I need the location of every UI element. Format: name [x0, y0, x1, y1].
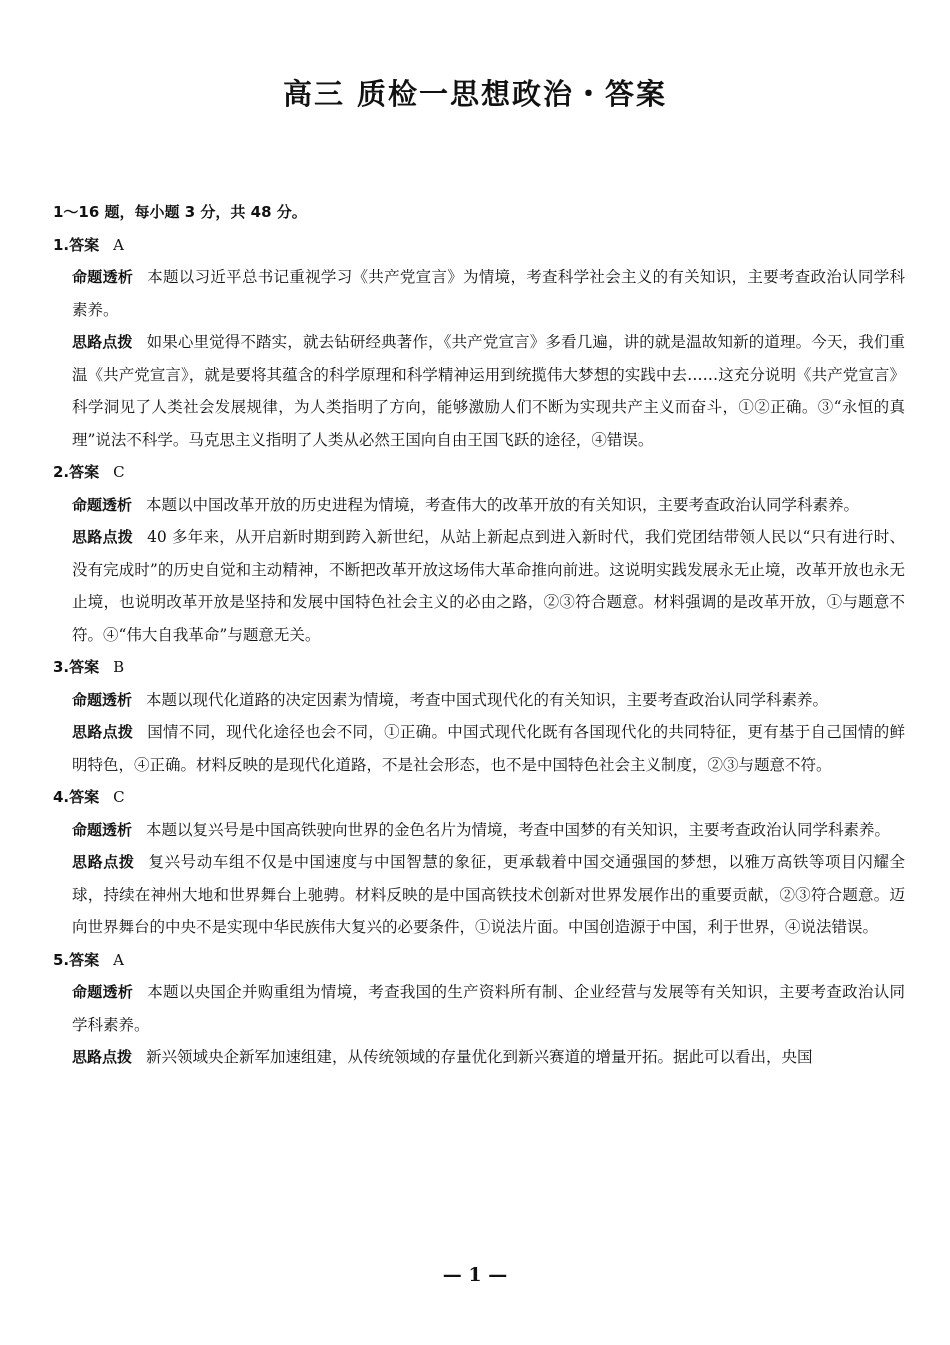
answer-label: 答案: [69, 463, 100, 481]
analysis-label: 命题透析: [72, 820, 133, 839]
question-2: [53, 456, 905, 651]
question-number: 2.: [53, 463, 70, 481]
section-intro: 1～16 题，每小题 3 分，共 48 分。: [53, 203, 307, 221]
hint-paragraph: [72, 716, 905, 781]
analysis-label: 命题透析: [72, 495, 133, 514]
hint-text: 国情不同，现代化途径也会不同，①正确。中国式现代化既有各国现代化的共同特征，更有基于自己国情的鲜明特色，④正确。材料反映的是现代化道路，不是社会形态，也不是中国特色社会主义制度，②③与题意不符。: [72, 723, 905, 774]
answer-label: 答案: [69, 950, 100, 969]
analysis-text: 本题以习近平总书记重视学习《共产党宣言》为情境，考查科学社会主义的有关知识，主要考查政治认同学科素养。: [72, 268, 905, 319]
question-1: [53, 229, 905, 457]
hint-paragraph: [72, 521, 905, 651]
question-4: [53, 781, 905, 944]
question-number: 3.: [53, 658, 70, 676]
page-title: 高三 质检一思想政治・答案: [282, 77, 668, 111]
page-number: — 1 —: [442, 1264, 508, 1286]
hint-text: 新兴领域央企新军加速组建，从传统领域的存量优化到新兴赛道的增量开拓。据此可以看出，央国: [146, 1048, 813, 1066]
hint-label: 思路点拨: [72, 528, 134, 546]
analysis-text: 本题以央国企并购重组为情境，考查我国的生产资料所有制、企业经营与发展等有关知识，主要考查政治认同学科素养。: [72, 983, 905, 1034]
answer-heading: [53, 651, 905, 684]
answer-heading: [53, 229, 905, 262]
hint-label: 思路点拨: [72, 333, 133, 351]
answer-letter: C: [113, 788, 125, 806]
answer-heading: [53, 944, 905, 977]
question-5: [53, 944, 905, 1074]
analysis-text: 本题以中国改革开放的历史进程为情境，考查伟大的改革开放的有关知识，主要考查政治认同学科素养。: [146, 495, 860, 514]
answer-heading: [53, 456, 905, 489]
hint-text: 40 多年来，从开启新时期到跨入新世纪，从站上新起点到进入新时代，我们党团结带领人民以“只有进行时、没有完成时”的历史自觉和主动精神，不断把改革开放这场伟大革命推向前进。这说明实践发展永无止境，改革开放也永无止境，也说明改革开放是坚持和发展中国特色社会主义的必由之路，②③符合题意。材料强调的是改革开放，①与题意不符。④“伟大自我革命”与题意无关。: [72, 528, 905, 644]
hint-label: 思路点拨: [72, 723, 134, 741]
hint-paragraph: [72, 846, 905, 944]
question-3: [53, 651, 905, 781]
hint-paragraph: [72, 1041, 905, 1074]
answer-label: 答案: [69, 235, 100, 254]
hint-text: 复兴号动车组不仅是中国速度与中国智慧的象征，更承载着中国交通强国的梦想，以雅万高铁等项目闪耀全球，持续在神州大地和世界舞台上驰骋。材料反映的是中国高铁技术创新对世界发展作出的重要贡献，②③符合题意。迈向世界舞台的中央不是实现中华民族伟大复兴的必要条件，①说法片面。中国创造源于中国，利于世界，④说法错误。: [72, 853, 905, 936]
analysis-paragraph: [72, 976, 905, 1041]
answer-label: 答案: [69, 658, 100, 676]
analysis-text: 本题以复兴号是中国高铁驶向世界的金色名片为情境，考查中国梦的有关知识，主要考查政治认同学科素养。: [146, 820, 891, 839]
analysis-paragraph: [72, 489, 905, 522]
hint-label: 思路点拨: [72, 1048, 133, 1066]
answer-letter: C: [113, 463, 125, 481]
analysis-label: 命题透析: [72, 983, 134, 1001]
question-number: 5.: [53, 950, 70, 969]
answer-letter: B: [113, 658, 125, 676]
hint-label: 思路点拨: [72, 853, 135, 871]
analysis-label: 命题透析: [72, 268, 134, 286]
analysis-text: 本题以现代化道路的决定因素为情境，考查中国式现代化的有关知识，主要考查政治认同学科素养。: [146, 690, 829, 709]
hint-text: 如果心里觉得不踏实，就去钻研经典著作，《共产党宣言》多看几遍，讲的就是温故知新的道理。今天，我们重温《共产党宣言》，就是要将其蕴含的科学原理和科学精神运用到统揽伟大梦想的实践中去……这充分说明《共产党宣言》科学洞见了人类社会发展规律，为人类指明了方向，能够激励人们不断为实现共产主义而奋斗，①②正确。③“永恒的真理”说法不科学。马克思主义指明了人类从必然王国向自由王国飞跃的途径，④错误。: [72, 333, 905, 449]
question-number: 4.: [53, 788, 70, 806]
answer-letter: A: [113, 950, 124, 969]
answer-label: 答案: [69, 788, 100, 806]
analysis-paragraph: [72, 684, 905, 717]
answer-content: [53, 196, 905, 1074]
answer-letter: A: [113, 235, 124, 254]
analysis-paragraph: [72, 261, 905, 326]
answer-heading: [53, 781, 905, 814]
hint-paragraph: [72, 326, 905, 456]
question-number: 1.: [53, 235, 70, 254]
analysis-label: 命题透析: [72, 690, 133, 709]
analysis-paragraph: [72, 814, 905, 847]
